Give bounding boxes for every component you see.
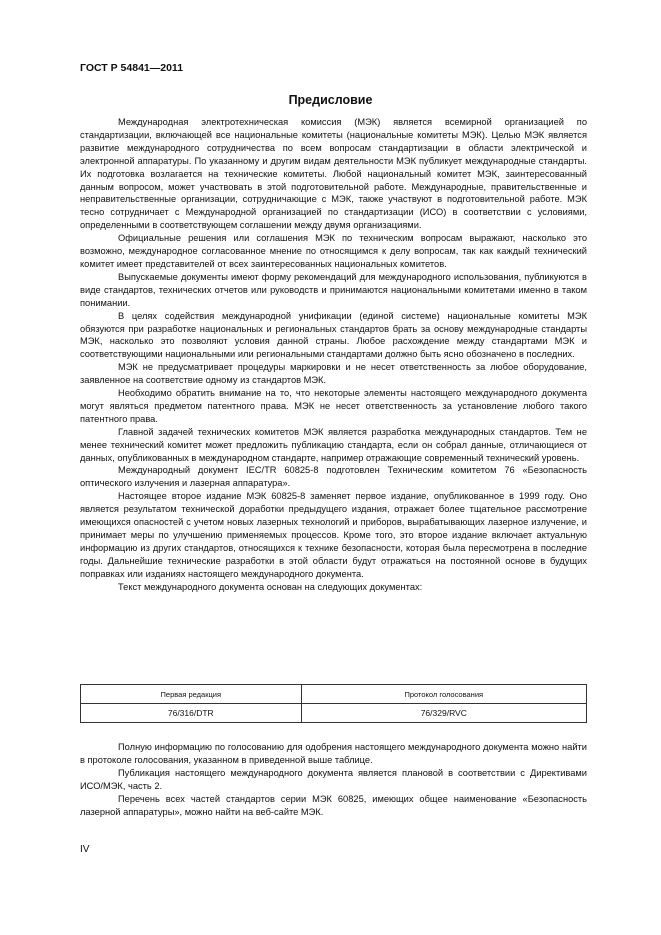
paragraph: Необходимо обратить внимание на то, что некоторые элементы настоящего международного документа могут являться предметом патентного права. МЭК не несет ответственность за установление любого такого патентного права. <box>80 388 587 424</box>
table-cell: 76/329/RVC <box>301 704 586 723</box>
voting-table <box>80 684 587 723</box>
paragraph: Выпускаемые документы имеют форму рекомендаций для международного использования, публикуются в виде стандартов, технических отчетов или руководств и принимаются национальными комитетами именно в таком понимании. <box>80 271 587 308</box>
table-header-cell: Протокол голосования <box>301 685 586 704</box>
table-header-row <box>81 685 587 704</box>
paragraph: Официальные решения или соглашения МЭК по техническим вопросам выражают, насколько это возможно, международное согласованное мнение по относящимся к делу вопросам, так как каждый технический комитет имеет представителей от всех заинтересованных национальных комитетов. <box>80 233 587 269</box>
paragraph: МЭК не предусматривает процедуры маркировки и не несет ответственность за любое оборудование, заявленное на соответствие одному из стандартов МЭК. <box>80 362 587 386</box>
table-cell: 76/316/DTR <box>81 704 302 723</box>
paragraph: Международная электротехническая комиссия (МЭК) является всемирной организацией по стандартизации, включающей все национальные комитеты (национальные комитеты МЭК). Целью МЭК является развитие международного сотрудничества по всем вопросам стандартизации в области электрической и электронной аппаратуры. По указанному и другим видам деятельности МЭК публикует международные стандарты. Их подготовка возлагается на технические комитеты. Любой национальный комитет МЭК, заинтересованный данным вопросом, может участвовать в этой подготовительной работе. Международные, правительственные и неправительственные организации, сотрудничающие с МЭК, также участвуют в подготовительной работе. МЭК тесно сотрудничает с Международной организацией по стандартизации (ИСО) в соответствии с условиями, определенными в соответствующем соглашении между двумя организациями. <box>80 117 587 231</box>
table-header-cell: Первая редакция <box>81 685 302 704</box>
foreword-body <box>80 116 587 594</box>
paragraph: Настоящее второе издание МЭК 60825-8 заменяет первое издание, опубликованное в 1999 году. Оно является результатом технической доработки предыдущего издания, отражает более тщательное рассмотрение имеющихся опасностей с учетом новых лазерных технологий и приборов, вырабатывающих лазерное излучение, и принимает меры по улучшению применяемых процессов. Кроме того, это второе издание включает актуальную информацию из других стандартов, относящихся к технике безопасности, которая была пересмотрена в последние годы. Дальнейшие технические разработки в этой области будут отражаться на постоянной основе в будущих поправках или изданиях настоящего международного документа. <box>80 491 587 579</box>
paragraph: Полную информацию по голосованию для одобрения настоящего международного документа можно найти в протоколе голосования, указанном в приведенной выше таблице. <box>80 742 587 765</box>
paragraph: Перечень всех частей стандартов серии МЭК 60825, имеющих общее наименование «Безопасность лазерной аппаратуры», можно найти на веб-сайте МЭК. <box>80 793 587 817</box>
page-title: Предисловие <box>288 93 373 107</box>
paragraph: Публикация настоящего международного документа является плановой в соответствии с Директивами ИСО/МЭК, часть 2. <box>80 767 587 791</box>
paragraph: Международный документ IEC/TR 60825-8 подготовлен Техническим комитетом 76 «Безопасность оптического излучения и лазерная аппаратура». <box>80 465 587 489</box>
document-header: ГОСТ Р 54841—2011 <box>80 62 184 74</box>
foreword-closing <box>80 741 587 818</box>
paragraph: В целях содействия международной унификации (единой системе) национальные комитеты МЭК обязуются при разработке национальных и региональных стандартов брать за основу международные стандарты МЭК, насколько это позволяют условия данной страны. Любое расхождение между стандартами МЭК и соответствующими национальными или региональными стандартами должно быть ясно обозначено в последних. <box>80 310 587 360</box>
paragraph: Текст международного документа основан на следующих документах: <box>118 581 423 592</box>
paragraph: Главной задачей технических комитетов МЭК является разработка международных стандартов. Тем не менее технический комитет может предложить публикацию стандарта, если он собрал данные, отличающиеся от данных, опубликованных в международном стандарте, например отражающие современный технический уровень. <box>80 426 587 463</box>
page-number: IV <box>80 844 90 855</box>
table-row <box>81 704 587 723</box>
